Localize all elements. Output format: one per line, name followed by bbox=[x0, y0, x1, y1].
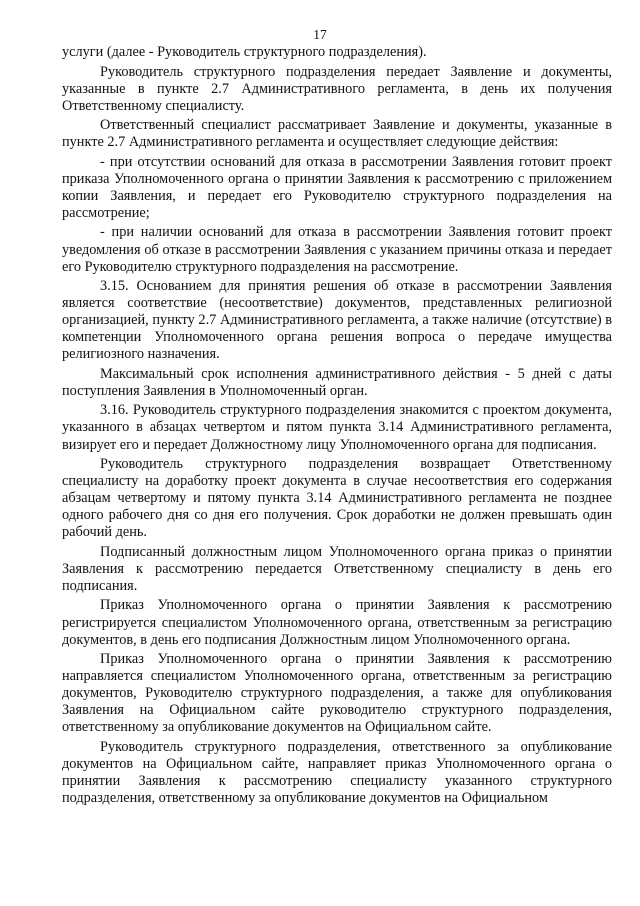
paragraph-list-item: - при отсутствии оснований для отказа в рассмотрении Заявления готовит проект приказа Уполномоченного органа о принятии Заявления к рассмотрению с приложением копии Заявления, и передает его Руководителю структурного подразделения на рассмотрение; bbox=[62, 153, 612, 221]
paragraph: Подписанный должностным лицом Уполномоченного органа приказ о принятии Заявления к рассмотрению передается Ответственному специалисту в день его подписания. bbox=[62, 543, 612, 594]
paragraph: Руководитель структурного подразделения, ответственного за опубликование документов на Официальном сайте, направляет приказ Уполномоченного органа о принятии Заявления к рассмотрению специалисту указанного структурного подразделения, ответственному за опубликование документов на Официальном bbox=[62, 738, 612, 806]
document-body bbox=[62, 44, 612, 807]
paragraph-clause-3-16: 3.16. Руководитель структурного подразделения знакомится с проектом документа, указанного в абзацах четвертом и пятом пункта 3.14 Административного регламента, визирует его и передает Должностному лицу Уполномоченного органа для подписания. bbox=[62, 402, 612, 453]
paragraph-continuation: услуги (далее - Руководитель структурного подразделения). bbox=[62, 44, 427, 60]
page-number: 17 bbox=[313, 27, 327, 42]
paragraph: Ответственный специалист рассматривает Заявление и документы, указанные в пункте 2.7 Административного регламента и осуществляет следующие действия: bbox=[62, 117, 612, 151]
paragraph-clause-3-15: 3.15. Основанием для принятия решения об отказе в рассмотрении Заявления является соответствие (несоответствие) документов, представленных религиозной организацией, пункту 2.7 Административного регламента, а также наличие (отсутствие) в компетенции Уполномоченного органа решения вопроса о передаче имущества религиозного назначения. bbox=[62, 278, 612, 363]
paragraph: Приказ Уполномоченного органа о принятии Заявления к рассмотрению направляется специалистом Уполномоченного органа, ответственным за регистрацию документов, Руководителю структурного подразделения, а также для опубликования Заявления на Официальном сайте руководителю структурного подразделения, ответственному за опубликование документов на Официальном сайте. bbox=[62, 651, 612, 736]
paragraph: Приказ Уполномоченного органа о принятии Заявления к рассмотрению регистрируется специалистом Уполномоченного органа, ответственным за регистрацию документов, в день его подписания Должностным лицом Уполномоченного органа. bbox=[62, 597, 612, 648]
paragraph: Руководитель структурного подразделения передает Заявление и документы, указанные в пункте 2.7 Административного регламента, в день их получения Ответственному специалисту. bbox=[62, 63, 612, 114]
paragraph-list-item: - при наличии оснований для отказа в рассмотрении Заявления готовит проект уведомления об отказе в рассмотрении Заявления с указанием причины отказа и передает его Руководителю структурного подразделения на рассмотрение. bbox=[62, 224, 612, 275]
paragraph: Руководитель структурного подразделения возвращает Ответственному специалисту на доработку проект документа в случае несоответствия его содержания абзацам четвертому и пятому пункта 3.14 Административного регламента не позднее одного рабочего дня со дня его получения. Срок доработки не должен превышать один рабочий день. bbox=[62, 456, 612, 541]
paragraph: Максимальный срок исполнения административного действия - 5 дней с даты поступления Заявления в Уполномоченный орган. bbox=[62, 365, 612, 399]
